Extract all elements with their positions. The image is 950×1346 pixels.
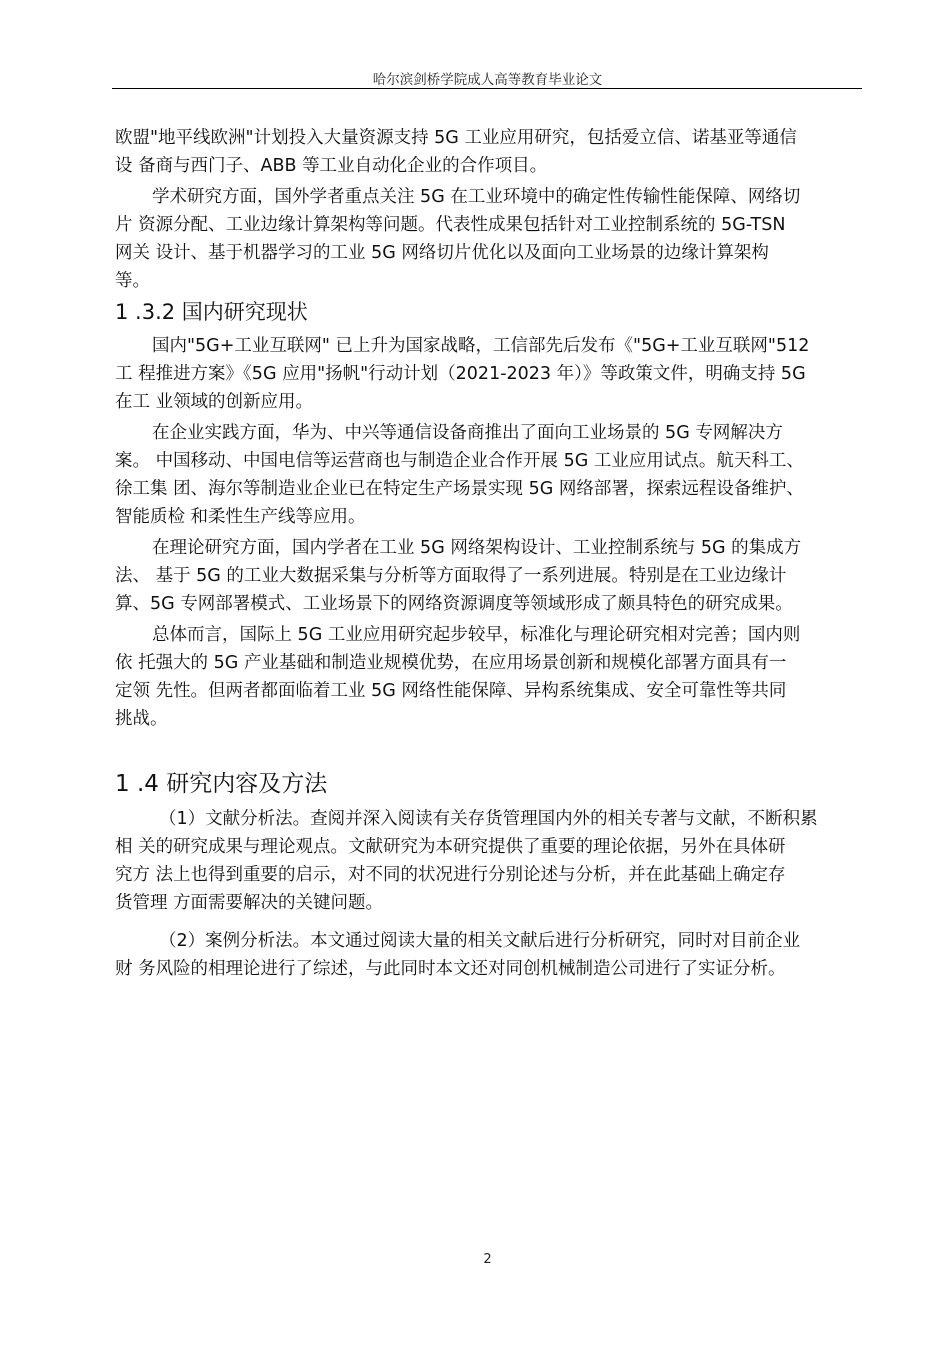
text-line: 国内"5G+工业互联网" 已上升为国家战略，工信部先后发布《"5G+工业互联网"512: [152, 336, 810, 356]
text-line: 片 资源分配、工业边缘计算架构等问题。代表性成果包括针对工业控制系统的 5G-TSN: [115, 215, 786, 235]
text-line: 究方 法上也得到重要的启示，对不同的状况进行分别论述与分析，并在此基础上确定存: [115, 865, 786, 885]
text-line: 学术研究方面，国外学者重点关注 5G 在工业环境中的确定性传输性能保障、网络切: [152, 187, 801, 207]
paragraph-domestic-policy: [115, 332, 865, 416]
text-line: 算、5G 专网部署模式、工业场景下的网络资源调度等领域形成了颇具特色的研究成果。: [115, 594, 793, 614]
text-line: 财 务风险的相理论进行了综述，与此同时本文还对同创机械制造公司进行了实证分析。: [115, 959, 786, 979]
running-header: 哈尔滨剑桥学院成人高等教育毕业论文: [372, 72, 603, 88]
text-line: 欧盟"地平线欧洲"计划投入大量资源支持 5G 工业应用研究，包括爱立信、诺基亚等通信: [115, 128, 797, 148]
paragraph-summary: [115, 621, 865, 733]
section-heading-1-4: 1 .4 研究内容及方法: [115, 771, 328, 797]
paragraph-literature-method: [115, 805, 865, 917]
header-rule: [112, 88, 862, 89]
text-line: （1）文献分析法。查阅并深入阅读有关存货管理国内外的相关专著与文献，不断积累: [159, 809, 818, 829]
section-heading-1-3-2: 1 .3.2 国内研究现状: [115, 300, 308, 324]
text-line: 总体而言，国际上 5G 工业应用研究起步较早，标准化与理论研究相对完善；国内则: [152, 625, 801, 645]
text-line: 在企业实践方面，华为、中兴等通信设备商推出了面向工业场景的 5G 专网解决方: [152, 423, 783, 443]
text-line: 货管理 方面需要解决的关键问题。: [115, 893, 384, 913]
paragraph-enterprise-practice: [115, 419, 865, 531]
text-line: 挑战。: [115, 709, 168, 729]
paragraph-eu-horizon: [115, 124, 865, 180]
paragraph-academic-abroad: [115, 183, 865, 295]
text-line: 依 托强大的 5G 产业基础和制造业规模优势，在应用场景创新和规模化部署方面具有一: [115, 653, 787, 673]
text-line: 网关 设计、基于机器学习的工业 5G 网络切片优化以及面向工业场景的边缘计算架构: [115, 243, 769, 263]
paragraph-case-method: [115, 927, 865, 983]
text-line: 工 程推进方案》《5G 应用"扬帆"行动计划（2021-2023 年）》等政策文件，明确支持 5G: [115, 364, 806, 384]
text-line: 设 备商与西门子、ABB 等工业自动化企业的合作项目。: [115, 156, 548, 176]
text-line: 在理论研究方面，国内学者在工业 5G 网络架构设计、工业控制系统与 5G 的集成方: [152, 538, 802, 558]
text-line: （2）案例分析法。本文通过阅读大量的相关文献后进行分析研究，同时对目前企业: [159, 931, 801, 951]
text-line: 等。: [115, 271, 150, 291]
text-line: 定领 先性。但两者都面临着工业 5G 网络性能保障、异构系统集成、安全可靠性等共同: [115, 681, 787, 701]
text-line: 案。 中国移动、中国电信等运营商也与制造企业合作开展 5G 工业应用试点。航天科工、: [115, 451, 804, 471]
text-line: 徐工集 团、海尔等制造业企业已在特定生产场景实现 5G 网络部署，探索远程设备维护、: [115, 479, 804, 499]
text-line: 智能质检 和柔性生产线等应用。: [115, 507, 366, 527]
page-body: [115, 124, 865, 983]
page-number: 2: [483, 1252, 492, 1267]
text-line: 在工 业领域的创新应用。: [115, 392, 314, 412]
paragraph-domestic-theory: [115, 534, 865, 618]
text-line: 相 关的研究成果与理论观点。文献研究为本研究提供了重要的理论依据，另外在具体研: [115, 837, 786, 857]
text-line: 法、 基于 5G 的工业大数据采集与分析等方面取得了一系列进展。特别是在工业边缘计: [115, 566, 787, 586]
